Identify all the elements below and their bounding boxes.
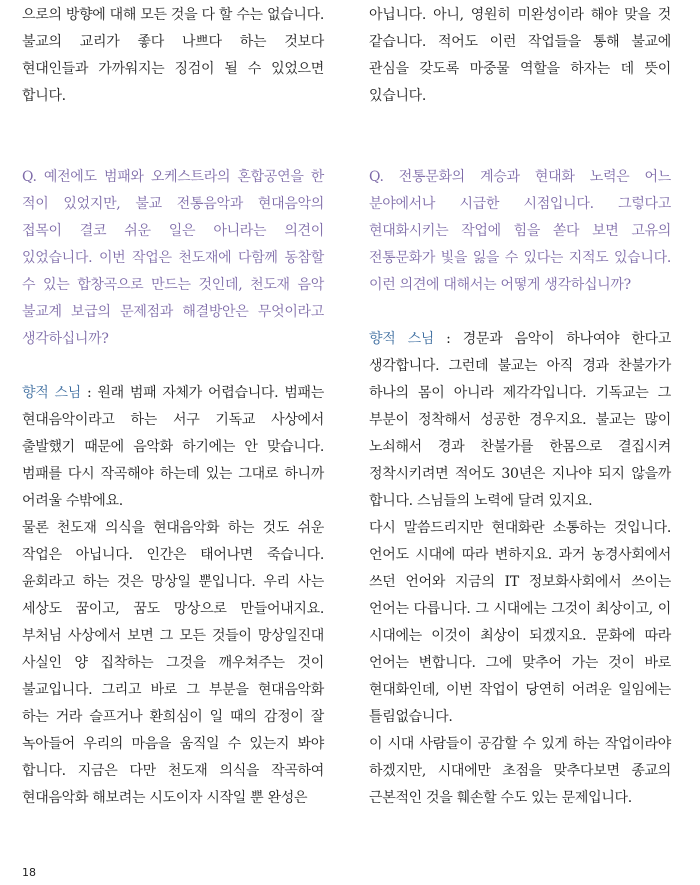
left-answer-text: : 원래 범패 자체가 어렵습니다. 범패는 현대음악이라고 하는 서구 기독교 사상에서 출발했기 때문에 음악화 하기에는 안 맞습니다. 범패를 다시 작곡해야 하는데 있는 그대로 하니까 어려울 수밖에요.: [22, 385, 324, 509]
left-speaker-name: 향적 스님: [22, 385, 81, 401]
right-answer-paragraph: [369, 326, 671, 515]
left-answer-paragraph: [22, 380, 324, 515]
page-number: 18: [22, 866, 36, 879]
left-column: [22, 2, 324, 812]
right-continuation-paragraph: 아닙니다. 아니, 영원히 미완성이라 해야 맞을 것 같습니다. 적어도 이런 작업들을 통해 불교에 관심을 갖도록 마중물 역할을 하자는 데 뜻이 있습니다.: [369, 7, 671, 104]
left-continuation-paragraph: 으로의 방향에 대해 모든 것을 다 할 수는 없습니다. 불교의 교리가 좋다 나쁘다 하는 것보다 현대인들과 가까워지는 징검이 될 수 있었으면 합니다.: [22, 7, 324, 104]
right-column: [369, 2, 671, 812]
left-answer-paragraph-2: 물론 천도재 의식을 현대음악화 하는 것도 쉬운 작업은 아닙니다. 인간은 태어나면 죽습니다. 윤회라고 하는 것은 망상일 뿐입니다. 우리 사는 세상도 꿈이고, 꿈도 망상으로 만들어내지요. 부처님 사상에서 보면 그 모든 것들이 망상일진대 사실인 양 집착하는 그것을 깨우쳐주는 것이 불교입니다. 그리고 바로 그 부분을 현대음악화 하는 거라 슬프거나 환희심이 일 때의 감정이 잘 녹아들어 우리의 마음을 움직일 수 있는지 봐야 합니다. 지금은 다만 천도재 의식을 작곡하여 현대음악화 해보려는 시도이자 시작일 뿐 완성은: [22, 520, 324, 806]
right-answer-paragraph-3: 이 시대 사람들이 공감할 수 있게 하는 작업이라야 하겠지만, 시대에만 초점을 맞추다보면 종교의 근본적인 것을 훼손할 수도 있는 문제입니다.: [369, 736, 671, 806]
right-question-paragraph: Q. 전통문화의 계승과 현대화 노력은 어느 분야에서나 시급한 시점입니다. 그렇다고 현대화시키는 작업에 힘을 쏟다 보면 고유의 전통문화가 빛을 잃을 수 있다는 지적도 있습니다. 이런 의견에 대해서는 어떻게 생각하십니까?: [369, 169, 671, 293]
right-answer-paragraph-2: 다시 말씀드리지만 현대화란 소통하는 것입니다. 언어도 시대에 따라 변하지요. 과거 농경사회에서 쓰던 언어와 지금의 IT 정보화사회에서 쓰이는 언어는 다릅니다. 그 시대에는 그것이 최상이고, 이 시대에는 이것이 최상이 되겠지요. 문화에 따라 언어는 변합니다. 그에 맞추어 가는 것이 바로 현대화인데, 이번 작업이 당연히 어려운 일임에는 틀림없습니다.: [369, 520, 671, 725]
left-question-paragraph: Q. 예전에도 범패와 오케스트라의 혼합공연을 한 적이 있었지만, 불교 전통음악과 현대음악의 접목이 결코 쉬운 일은 아니라는 의견이 있었습니다. 이번 작업은 천도재에 다함께 동참할 수 있는 합창곡으로 만드는 것인데, 천도재 음악 불교계 보급의 문제점과 해결방안은 무엇이라고 생각하십니까?: [22, 169, 324, 347]
right-speaker-name: 향적 스님: [369, 331, 435, 347]
right-answer-text: : 경문과 음악이 하나여야 한다고 생각합니다. 그런데 불교는 아직 경과 찬불가가 하나의 몸이 아니라 제각각입니다. 기독교는 그 부분이 정착해서 성공한 경우지요. 불교는 많이 노쇠해서 경과 찬불가를 한몸으로 결집시켜 정착시키려면 적어도 30년은 지나야 되지 않을까 합니다. 스님들의 노력에 달려 있지요.: [369, 331, 671, 509]
